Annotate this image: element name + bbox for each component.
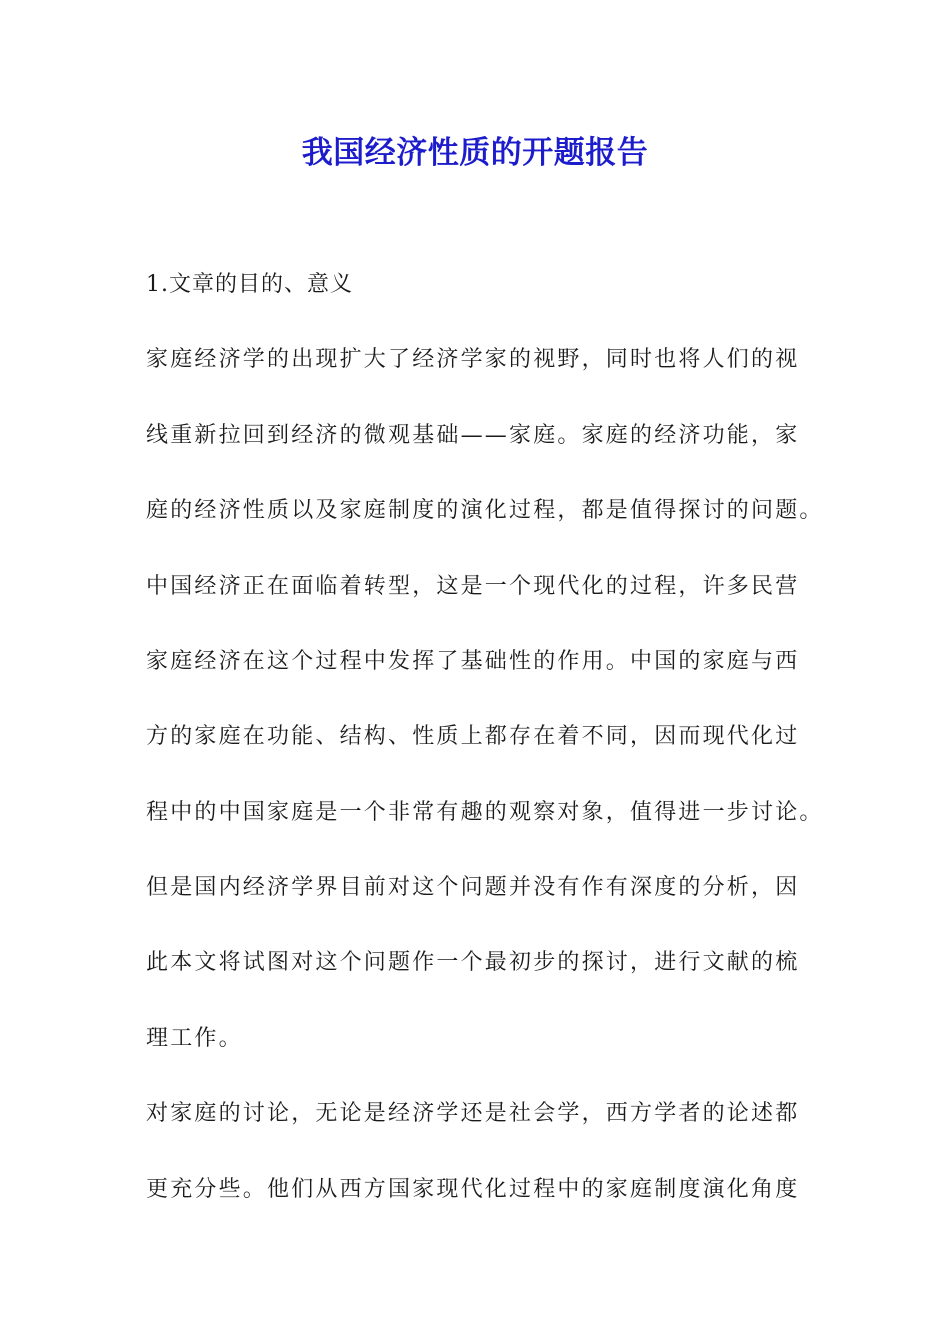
paragraph-line: 线重新拉回到经济的微观基础——家庭。家庭的经济功能，家	[146, 422, 800, 448]
paragraph-line: 但是国内经济学界目前对这个问题并没有作有深度的分析，因	[146, 875, 800, 900]
section-heading: 1.文章的目的、意义	[146, 272, 353, 297]
document-title: 我国经济性质的开题报告	[301, 135, 649, 171]
paragraph-line: 中国经济正在面临着转型，这是一个现代化的过程，许多民营	[146, 573, 800, 599]
paragraph-line: 方的家庭在功能、结构、性质上都存在着不同，因而现代化过	[146, 724, 800, 750]
paragraph-line: 家庭经济在这个过程中发挥了基础性的作用。中国的家庭与西	[146, 648, 800, 674]
paragraph-line: 理工作。	[146, 1025, 243, 1051]
paragraph-line: 家庭经济学的出现扩大了经济学家的视野，同时也将人们的视	[146, 347, 800, 373]
paragraph-line: 庭的经济性质以及家庭制度的演化过程，都是值得探讨的问题。	[146, 498, 824, 524]
paragraph-line: 更充分些。他们从西方国家现代化过程中的家庭制度演化角度	[146, 1176, 800, 1202]
paragraph-line: 程中的中国家庭是一个非常有趣的观察对象，值得进一步讨论。	[146, 799, 824, 825]
paragraph-line: 此本文将试图对这个问题作一个最初步的探讨，进行文献的梳	[146, 950, 800, 976]
paragraph-line: 对家庭的讨论，无论是经济学还是社会学，西方学者的论述都	[146, 1101, 800, 1127]
document-body	[146, 266, 824, 1246]
